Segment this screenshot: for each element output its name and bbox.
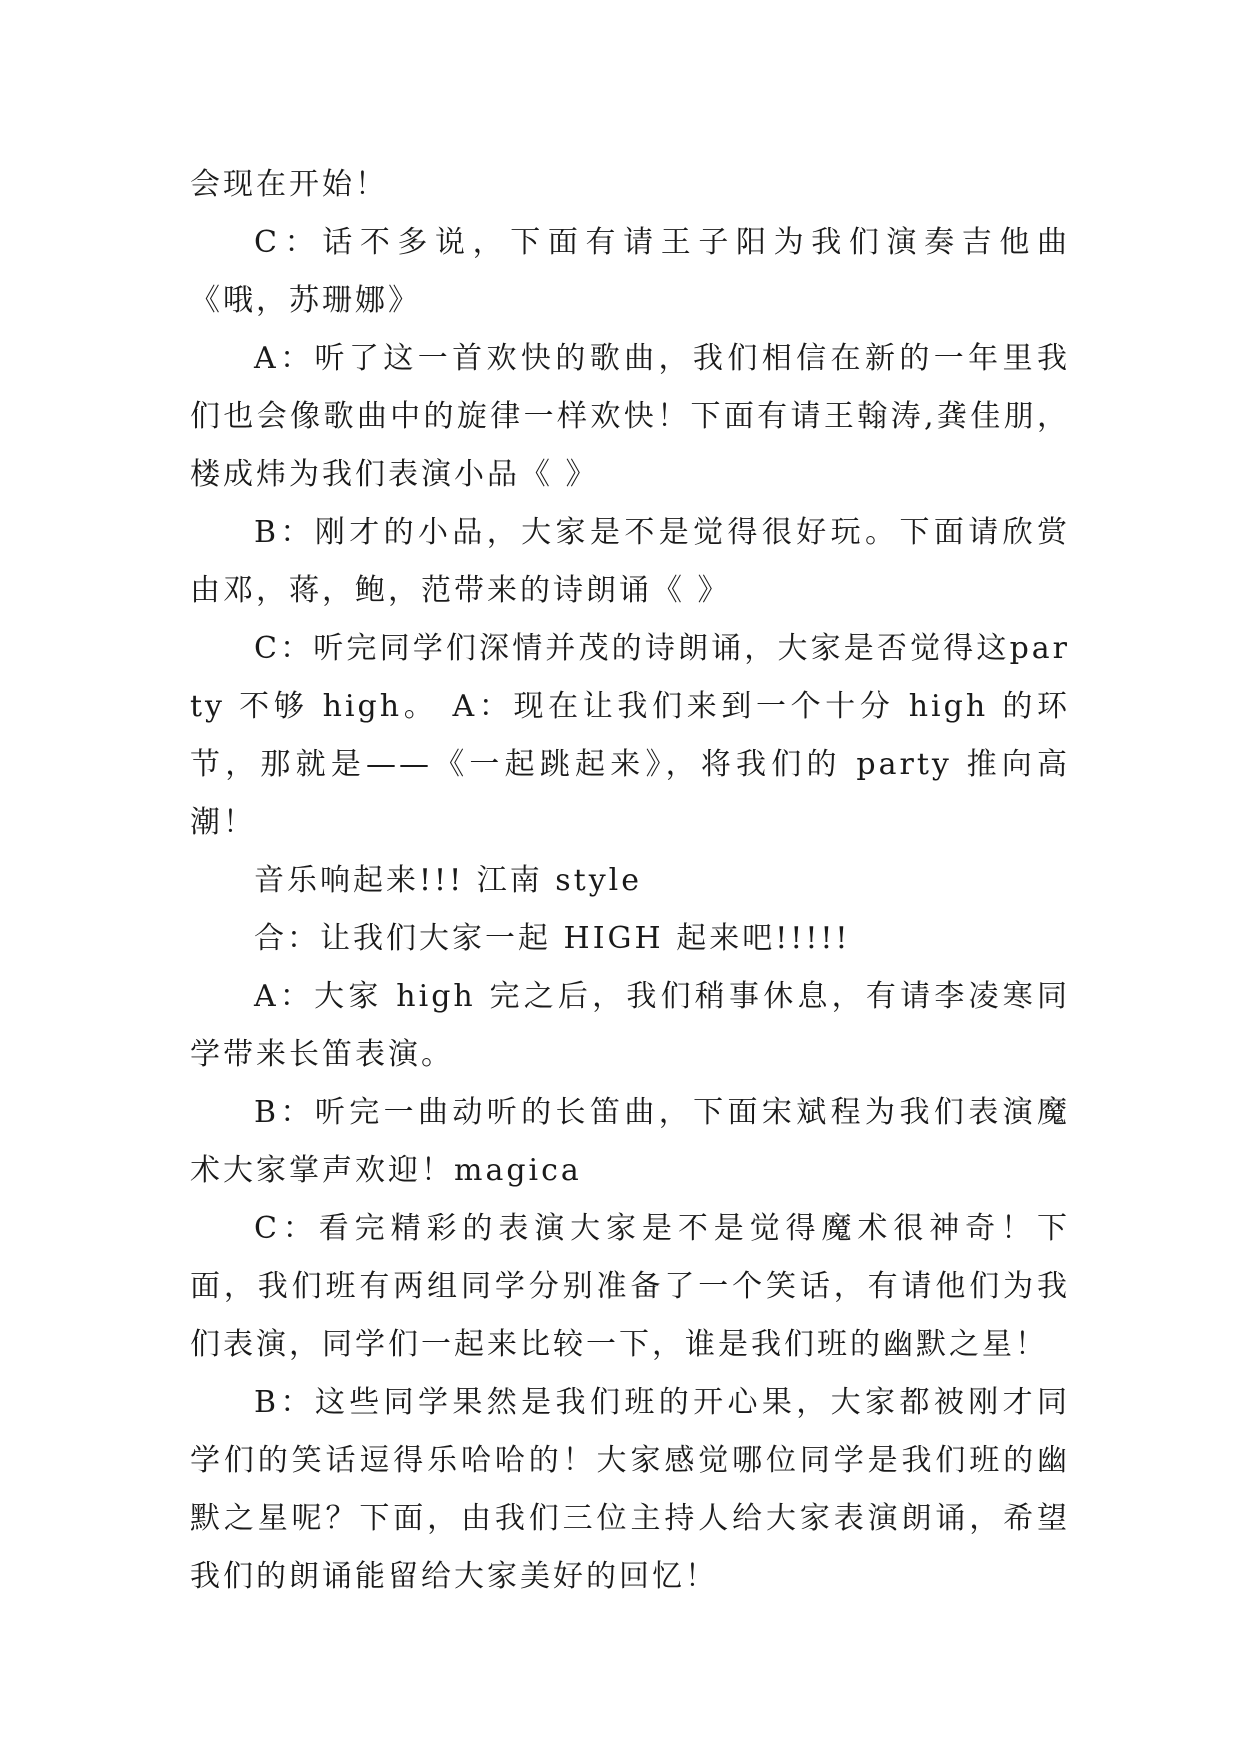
paragraph: C：听完同学们深情并茂的诗朗诵，大家是否觉得这party 不够 high。 A：现在让我们来到一个十分 high 的环节，那就是——《一起跳起来》，将我们的 party 推向高潮！: [190, 631, 1070, 840]
paragraph: A：听了这一首欢快的歌曲，我们相信在新的一年里我们也会像歌曲中的旋律一样欢快！下面有请王翰涛,龚佳朋，楼成炜为我们表演小品《 》: [190, 341, 1070, 492]
paragraph: 合：让我们大家一起 HIGH 起来吧!!!!!: [254, 921, 851, 956]
paragraph: B：这些同学果然是我们班的开心果，大家都被刚才同学们的笑话逗得乐哈哈的！大家感觉哪位同学是我们班的幽默之星呢？下面，由我们三位主持人给大家表演朗诵，希望我们的朗诵能留给大家美好的回忆！: [190, 1385, 1070, 1594]
paragraph: C：话不多说，下面有请王子阳为我们演奏吉他曲《哦，苏珊娜》: [190, 225, 1070, 318]
paragraph: A：大家 high 完之后，我们稍事休息，有请李凌寒同学带来长笛表演。: [190, 979, 1070, 1072]
document-body: [190, 156, 1070, 1606]
paragraph: B：刚才的小品，大家是不是觉得很好玩。下面请欣赏由邓，蒋，鲍，范带来的诗朗诵《 》: [190, 515, 1070, 608]
paragraph: 音乐响起来!!! 江南 style: [254, 863, 642, 898]
paragraph: B：听完一曲动听的长笛曲，下面宋斌程为我们表演魔术大家掌声欢迎！magica: [190, 1095, 1070, 1188]
paragraph: 会现在开始！: [190, 167, 388, 202]
paragraph: C：看完精彩的表演大家是不是觉得魔术很神奇！下面，我们班有两组同学分别准备了一个笑话，有请他们为我们表演，同学们一起来比较一下，谁是我们班的幽默之星！: [190, 1211, 1070, 1362]
